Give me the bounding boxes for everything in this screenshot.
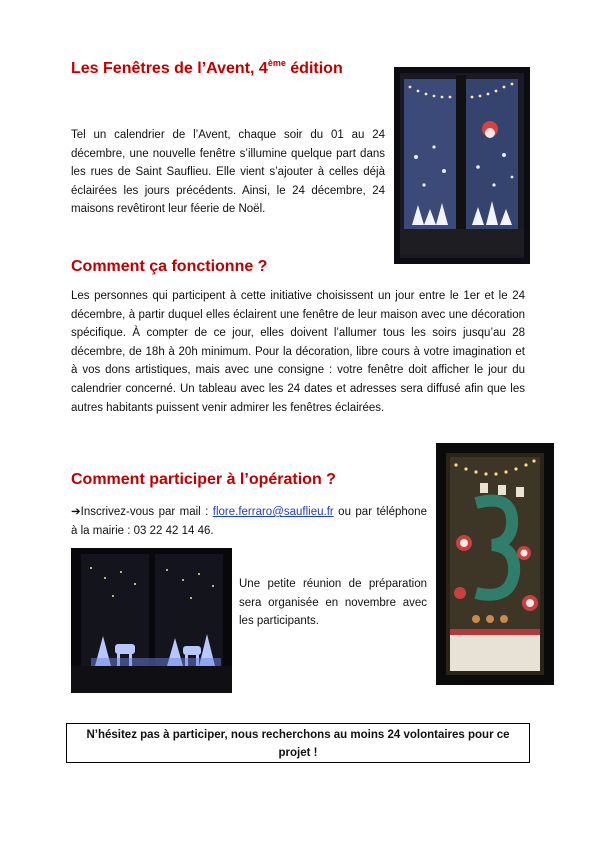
window-photo-number-three [436,443,554,685]
window-photo-snow [394,67,530,264]
intro-paragraph: Tel un calendrier de l’Avent, chaque soir du 01 au 24 décembre, une nouvelle fenêtre s’illumine quelque part dans les rues de Saint Sauflieu. Elle vient s’ajouter à celles déjà éclairées les jours précédents. Ainsi, le 24 décembre, 24 maisons revêtiront leur féerie de Noël. [71,129,385,216]
email-link[interactable]: flore.ferraro@sauflieu.fr [212,506,334,518]
window-photo-reindeer [71,548,232,693]
meeting-paragraph: Une petite réunion de préparation sera organisée en novembre avec les participants. [239,578,427,628]
how-it-works-paragraph: Les personnes qui participent à cette initiative choisissent un jour entre le 1er et le 24 décembre, à partir duquel elles éclairent une fenêtre de leur maison avec une décoration spécifique. À compter de ce jour, elles doivent l’allumer tous les soirs jusqu’au 28 décembre, de 18h à 20h minimum. Pour la décoration, libre cours à votre imagination et à vos dons artistiques, mais avec une consigne : votre fenêtre doit afficher le jour du calendrier concerné. Un tableau avec les 24 dates et adresses sera diffusé afin que les autres habitants puissent venir admirer les fenêtres éclairées. [71,290,525,414]
registration-paragraph: ➔Inscrivez-vous par mail : flore.ferraro@sauflieu.fr ou par téléphone à la mairie : 03 22 42 14 46. [71,506,427,537]
arrow-icon: ➔ [71,506,81,518]
section-heading-participate: Comment participer à l’opération ? [71,471,336,488]
call-to-action-box: N’hésitez pas à participer, nous recherchons au moins 24 volontaires pour ce projet ! [66,723,530,763]
section-heading-how-it-works: Comment ça fonctionne ? [71,258,268,275]
page-title: Les Fenêtres de l’Avent, 4ème édition [71,58,343,77]
